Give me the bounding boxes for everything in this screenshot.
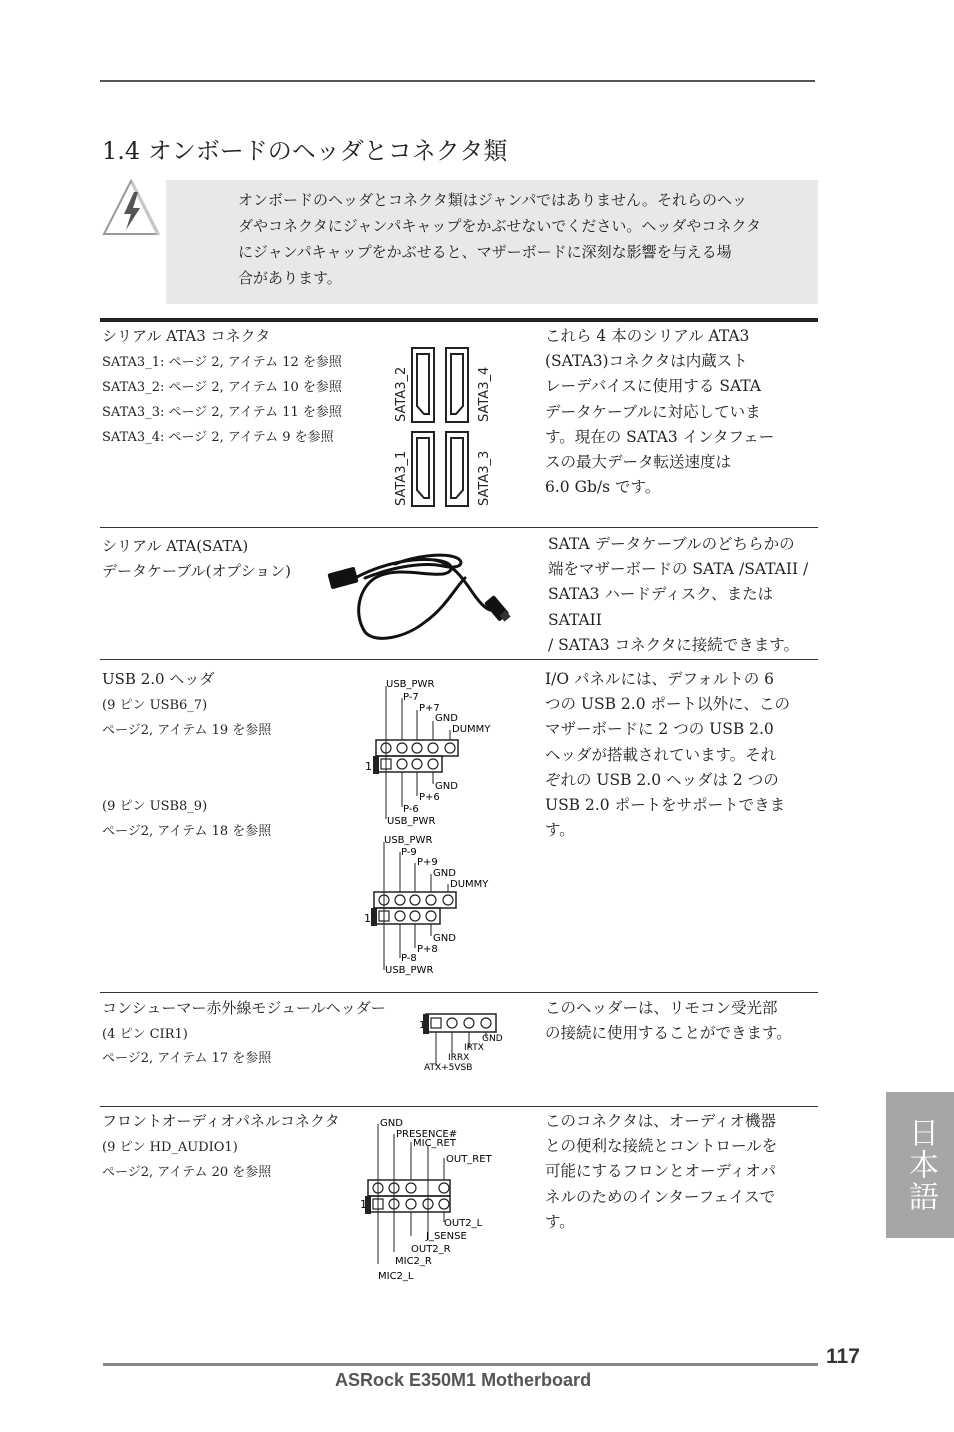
- language-tab-label: 日本語: [903, 1117, 938, 1213]
- desc-line: 端をマザーボードの SATA /SATAII /: [548, 560, 809, 579]
- desc-line: す。現在の SATA3 インタフェー: [545, 427, 775, 446]
- desc-line: (SATA3)コネクタは内蔵スト: [545, 352, 748, 371]
- pin-label: P-6: [403, 804, 419, 815]
- warning-line: ダやコネクタにジャンパキャップをかぶせないでください。ヘッダやコネクタ: [238, 217, 762, 235]
- warning-line: オンボードのヘッダとコネクタ類はジャンパではありません。それらのヘッ: [238, 191, 747, 209]
- pin-label: PRESENCE#: [396, 1129, 458, 1140]
- desc-line: す。: [545, 1212, 575, 1231]
- desc-line: / SATA3 コネクタに接続できます。: [548, 635, 800, 654]
- usb-pin-2: (9 ピン USB8_9): [102, 799, 208, 814]
- usb-description: [545, 667, 805, 843]
- section-divider: [100, 318, 818, 322]
- desc-line: このヘッダーは、リモコン受光部: [545, 999, 778, 1017]
- usb-header-diagram-1: [362, 674, 512, 829]
- desc-line: 6.0 Gb/s です。: [545, 478, 661, 497]
- audio-title: フロントオーディオパネルコネクタ: [102, 1112, 340, 1130]
- pin-label: P+7: [419, 703, 440, 714]
- pin-label: P-9: [401, 847, 417, 858]
- desc-line: SATA データケーブルのどちらかの: [548, 535, 795, 553]
- sata-ref: SATA3_4: ページ 2, アイテム 9 を参照: [102, 430, 334, 445]
- desc-line: このコネクタは、オーディオ機器: [545, 1112, 776, 1130]
- usb-title: USB 2.0 ヘッダ: [102, 670, 215, 688]
- pin-label: OUT_RET: [446, 1154, 492, 1165]
- desc-line: との便利な接続とコントロールを: [545, 1137, 778, 1156]
- pin-label: MIC2_L: [378, 1271, 414, 1282]
- pin-label: IRTX: [464, 1043, 484, 1053]
- cable-description: [548, 532, 828, 658]
- pin-one-label: 1: [365, 760, 372, 773]
- pin-one-label: 1: [419, 1020, 426, 1031]
- ir-pin: (4 ピン CIR1): [102, 1027, 188, 1042]
- desc-line: つの USB 2.0 ポート以外に、この: [545, 695, 791, 714]
- desc-line: マザーボードに 2 つの USB 2.0: [545, 720, 774, 739]
- top-rule: [100, 80, 815, 82]
- desc-line: レーデバイスに使用する SATA: [545, 377, 761, 396]
- sata-label: SATA3_2: [394, 366, 409, 422]
- audio-ref: ページ2, アイテム 20 を参照: [102, 1165, 272, 1180]
- pin-label: P-7: [403, 692, 419, 703]
- pin-label: DUMMY: [452, 724, 491, 735]
- usb-pin-1: (9 ピン USB6_7): [102, 698, 208, 713]
- audio-description: [545, 1109, 805, 1235]
- pin-one-label: 1: [360, 1198, 367, 1211]
- sata-label: SATA3_3: [477, 450, 492, 506]
- pin-label: GND: [433, 868, 456, 879]
- pin-label: OUT2_R: [411, 1244, 451, 1255]
- warning-line: にジャンパキャップをかぶせると、マザーボードに深刻な影響を与える場: [238, 243, 732, 261]
- pin-label: P+9: [417, 857, 438, 868]
- usb-ref-2: ページ2, アイテム 18 を参照: [102, 824, 272, 839]
- ir-ref: ページ2, アイテム 17 を参照: [102, 1051, 272, 1066]
- sata-description: [545, 324, 805, 500]
- desc-line: データケーブルに対応していま: [545, 402, 761, 421]
- sata-ref: SATA3_3: ページ 2, アイテム 11 を参照: [102, 405, 342, 420]
- section-divider: [100, 1106, 818, 1107]
- sata-ref: SATA3_2: ページ 2, アイテム 10 を参照: [102, 380, 342, 395]
- pin-label: DUMMY: [450, 879, 489, 890]
- warning-text: [238, 187, 798, 291]
- desc-line: USB 2.0 ポートをサポートできま: [545, 796, 786, 815]
- cable-title: シリアル ATA(SATA): [102, 537, 249, 555]
- desc-line: ネルのためのインターフェイスで: [545, 1187, 776, 1206]
- pin-label: P+6: [419, 792, 440, 803]
- pin-label: P-8: [401, 953, 417, 964]
- cable-subtitle: データケーブル(オプション): [102, 562, 292, 580]
- desc-line: の接続に使用することができます。: [545, 1024, 792, 1043]
- sata-label: SATA3_1: [394, 450, 409, 506]
- desc-line: 可能にするフロンとオーディオパ: [545, 1162, 776, 1181]
- ir-title: コンシューマー赤外線モジュールヘッダー: [102, 999, 386, 1017]
- audio-header-diagram: [358, 1112, 508, 1284]
- pin-label: USB_PWR: [387, 816, 436, 827]
- sata-ref: SATA3_1: ページ 2, アイテム 12 を参照: [102, 355, 342, 370]
- sata-connector-diagram: [388, 344, 498, 510]
- pin-label: GND: [435, 781, 458, 792]
- section-divider: [100, 992, 818, 993]
- sata-label: SATA3_4: [477, 366, 492, 422]
- sata-cable-image: [325, 552, 525, 647]
- desc-line: スの最大データ転送速度は: [545, 453, 732, 472]
- sata-title: シリアル ATA3 コネクタ: [102, 327, 271, 345]
- warning-icon: [100, 178, 162, 238]
- pin-label: GND: [433, 933, 456, 944]
- pin-label: GND: [435, 713, 458, 724]
- section-divider: [100, 527, 818, 528]
- audio-pin: (9 ピン HD_AUDIO1): [102, 1140, 238, 1155]
- language-side-tab: [886, 1092, 954, 1238]
- desc-line: SATA3 ハードディスク、または SATAII: [548, 585, 774, 629]
- section-heading: 1.4 オンボードのヘッダとコネクタ類: [102, 137, 508, 165]
- pin-label: MIC2_R: [395, 1256, 432, 1267]
- page-number: 117: [826, 1345, 860, 1368]
- usb-header-diagram-2: [360, 830, 510, 978]
- pin-label: IRRX: [448, 1053, 470, 1063]
- warning-line: 合があります。: [238, 269, 342, 287]
- ir-description: [545, 996, 815, 1046]
- pin-label: USB_PWR: [385, 965, 434, 976]
- desc-line: す。: [545, 821, 575, 840]
- pin-label: P+8: [417, 944, 438, 955]
- footer-title: ASRock E350M1 Motherboard: [335, 1370, 592, 1390]
- pin-label: GND: [482, 1034, 503, 1044]
- pin-label: USB_PWR: [384, 835, 433, 846]
- pin-label: USB_PWR: [386, 679, 435, 690]
- pin-label: ATX+5VSB: [424, 1063, 473, 1073]
- ir-header-diagram: [414, 1010, 514, 1074]
- pin-label: GND: [380, 1118, 403, 1129]
- pin-one-label: 1: [364, 912, 371, 925]
- desc-line: ヘッダが搭載されています。それ: [545, 745, 777, 764]
- usb-ref-1: ページ2, アイテム 19 を参照: [102, 723, 272, 738]
- section-divider: [100, 659, 818, 660]
- pin-label: OUT2_L: [444, 1218, 483, 1229]
- pin-label: MIC_RET: [413, 1138, 456, 1149]
- desc-line: ぞれの USB 2.0 ヘッダは 2 つの: [545, 770, 779, 789]
- desc-line: I/O パネルには、デフォルトの 6: [545, 670, 774, 688]
- footer-rule: [103, 1363, 818, 1366]
- pin-label: J_SENSE: [426, 1231, 467, 1242]
- desc-line: これら 4 本のシリアル ATA3: [545, 327, 750, 345]
